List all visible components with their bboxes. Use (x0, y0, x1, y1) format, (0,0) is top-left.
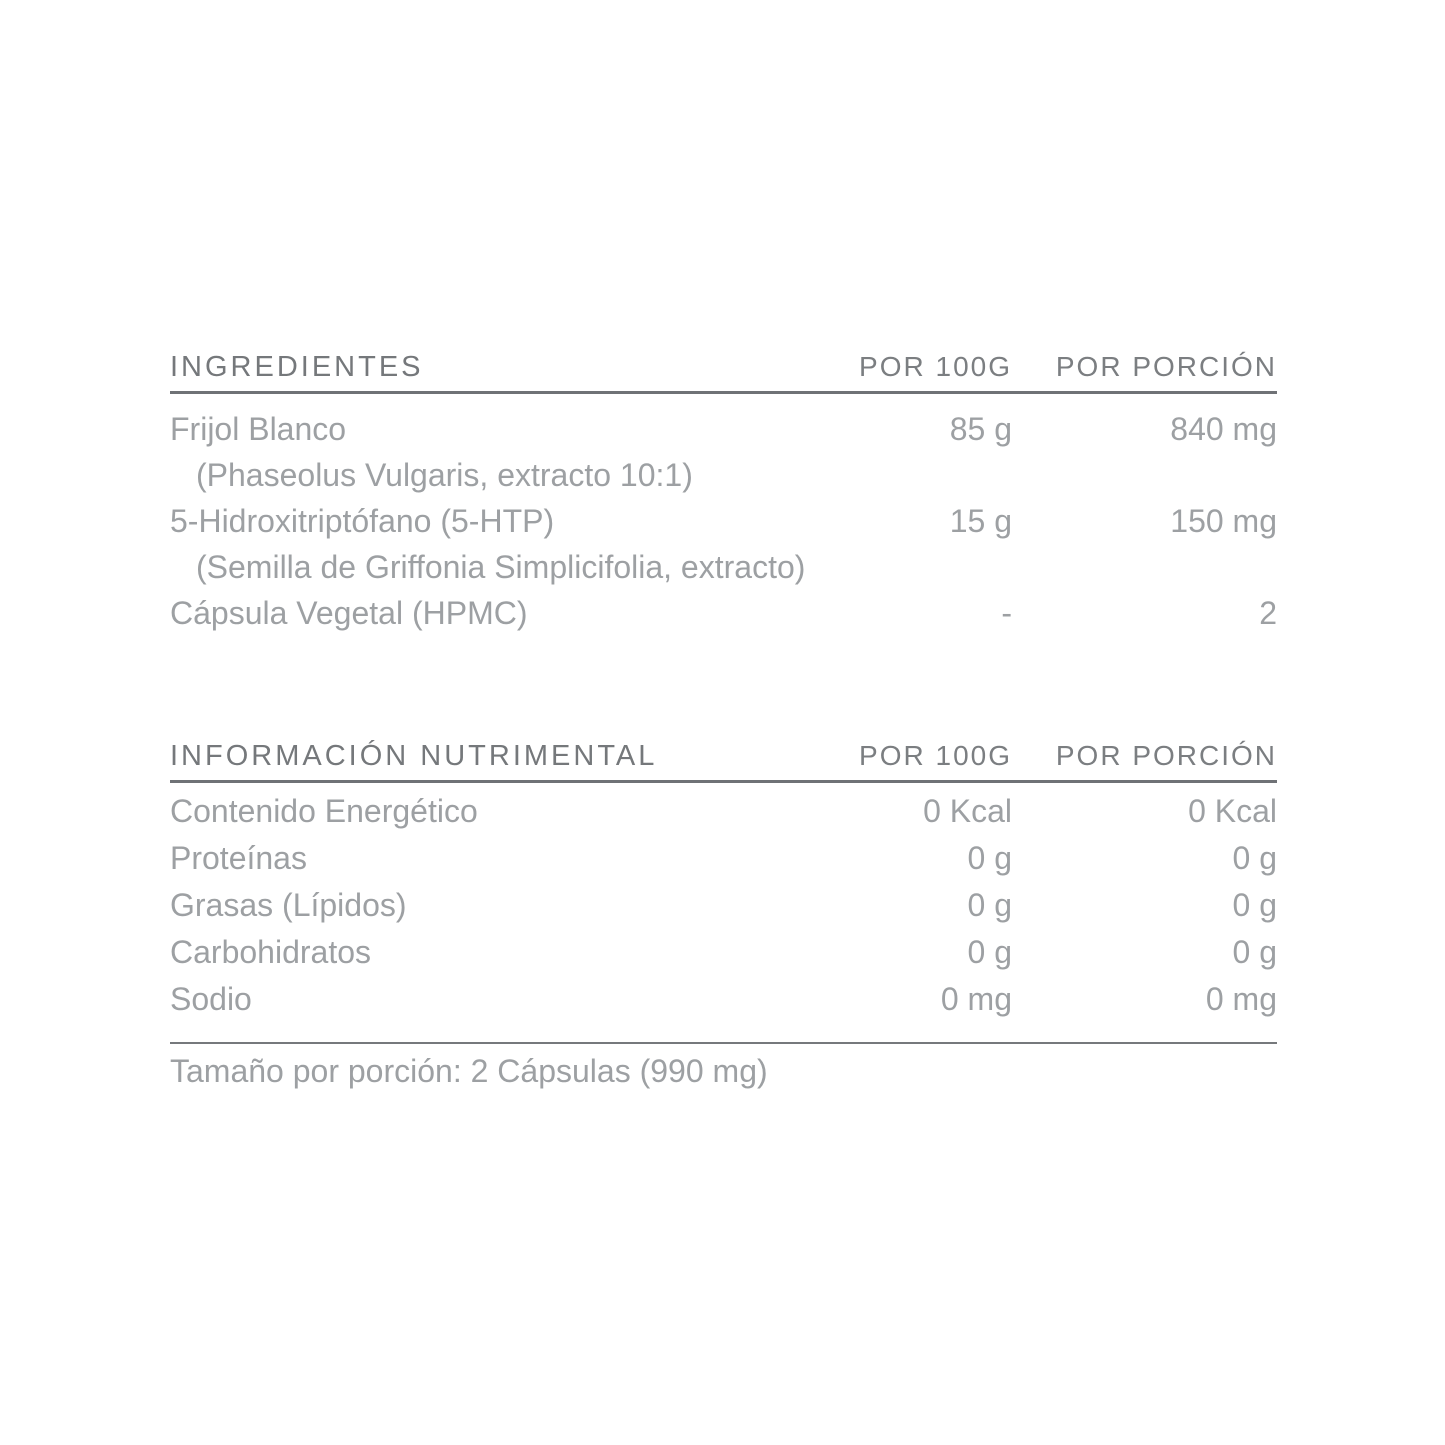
nutrition-col-header-per-portion: POR PORCIÓN (1055, 740, 1277, 771)
value-per-portion: 0 mg (1205, 981, 1277, 1017)
value-per-100g: - (1001, 595, 1012, 631)
ingredient-name: 5-Hidroxitriptófano (5-HTP) (170, 503, 555, 539)
value-per-portion: 150 mg (1170, 503, 1277, 539)
ingredient-row (170, 406, 1277, 452)
nutrient-row (170, 976, 1277, 1023)
ingredient-row (170, 590, 1277, 636)
ingredients-section (170, 352, 1277, 636)
ingredient-botanical-note: (Phaseolus Vulgaris, extracto 10:1) (196, 457, 693, 493)
nutrient-row (170, 788, 1277, 835)
serving-size-rule (170, 1042, 1277, 1044)
ingredients-col-header-per-100g: POR 100G (859, 351, 1012, 382)
nutrition-section (170, 741, 1277, 1094)
value-per-portion: 2 (1259, 595, 1277, 631)
value-per-portion: 0 g (1232, 934, 1277, 970)
nutrient-row (170, 882, 1277, 929)
nutrient-name: Contenido Energético (170, 793, 478, 829)
label-content (170, 352, 1277, 1094)
ingredients-col-header-per-portion: POR PORCIÓN (1055, 351, 1277, 382)
nutrient-row (170, 835, 1277, 882)
nutrient-name: Sodio (170, 981, 252, 1017)
nutrient-name: Carbohidratos (170, 934, 371, 970)
serving-size-note: Tamaño por porción: 2 Cápsulas (990 mg) (170, 1053, 768, 1089)
nutrient-name: Grasas (Lípidos) (170, 887, 407, 923)
ingredients-header-row (170, 352, 1277, 382)
value-per-portion: 0 g (1232, 840, 1277, 876)
nutrient-row (170, 929, 1277, 976)
value-per-portion: 0 g (1232, 887, 1277, 923)
nutrition-header-rule (170, 780, 1277, 783)
ingredients-rows (170, 406, 1277, 636)
value-per-100g: 15 g (949, 503, 1012, 539)
ingredients-title: INGREDIENTES (170, 351, 424, 383)
ingredient-name: Frijol Blanco (170, 411, 347, 447)
nutrient-name: Proteínas (170, 840, 307, 876)
value-per-portion: 840 mg (1170, 411, 1277, 447)
ingredient-row (170, 498, 1277, 544)
value-per-100g: 0 Kcal (923, 793, 1012, 829)
value-per-100g: 85 g (949, 411, 1012, 447)
value-per-100g: 0 g (967, 934, 1012, 970)
nutrition-header-row (170, 741, 1277, 771)
ingredient-name: Cápsula Vegetal (HPMC) (170, 595, 528, 631)
ingredients-header-rule (170, 391, 1277, 394)
value-per-100g: 0 mg (940, 981, 1012, 1017)
value-per-100g: 0 g (967, 840, 1012, 876)
nutrition-title: INFORMACIÓN NUTRIMENTAL (170, 740, 658, 772)
nutrition-rows (170, 788, 1277, 1023)
value-per-portion: 0 Kcal (1188, 793, 1277, 829)
ingredient-botanical-note: (Semilla de Griffonia Simplicifolia, extracto) (196, 549, 806, 585)
nutrition-col-header-per-100g: POR 100G (859, 740, 1012, 771)
value-per-100g: 0 g (967, 887, 1012, 923)
